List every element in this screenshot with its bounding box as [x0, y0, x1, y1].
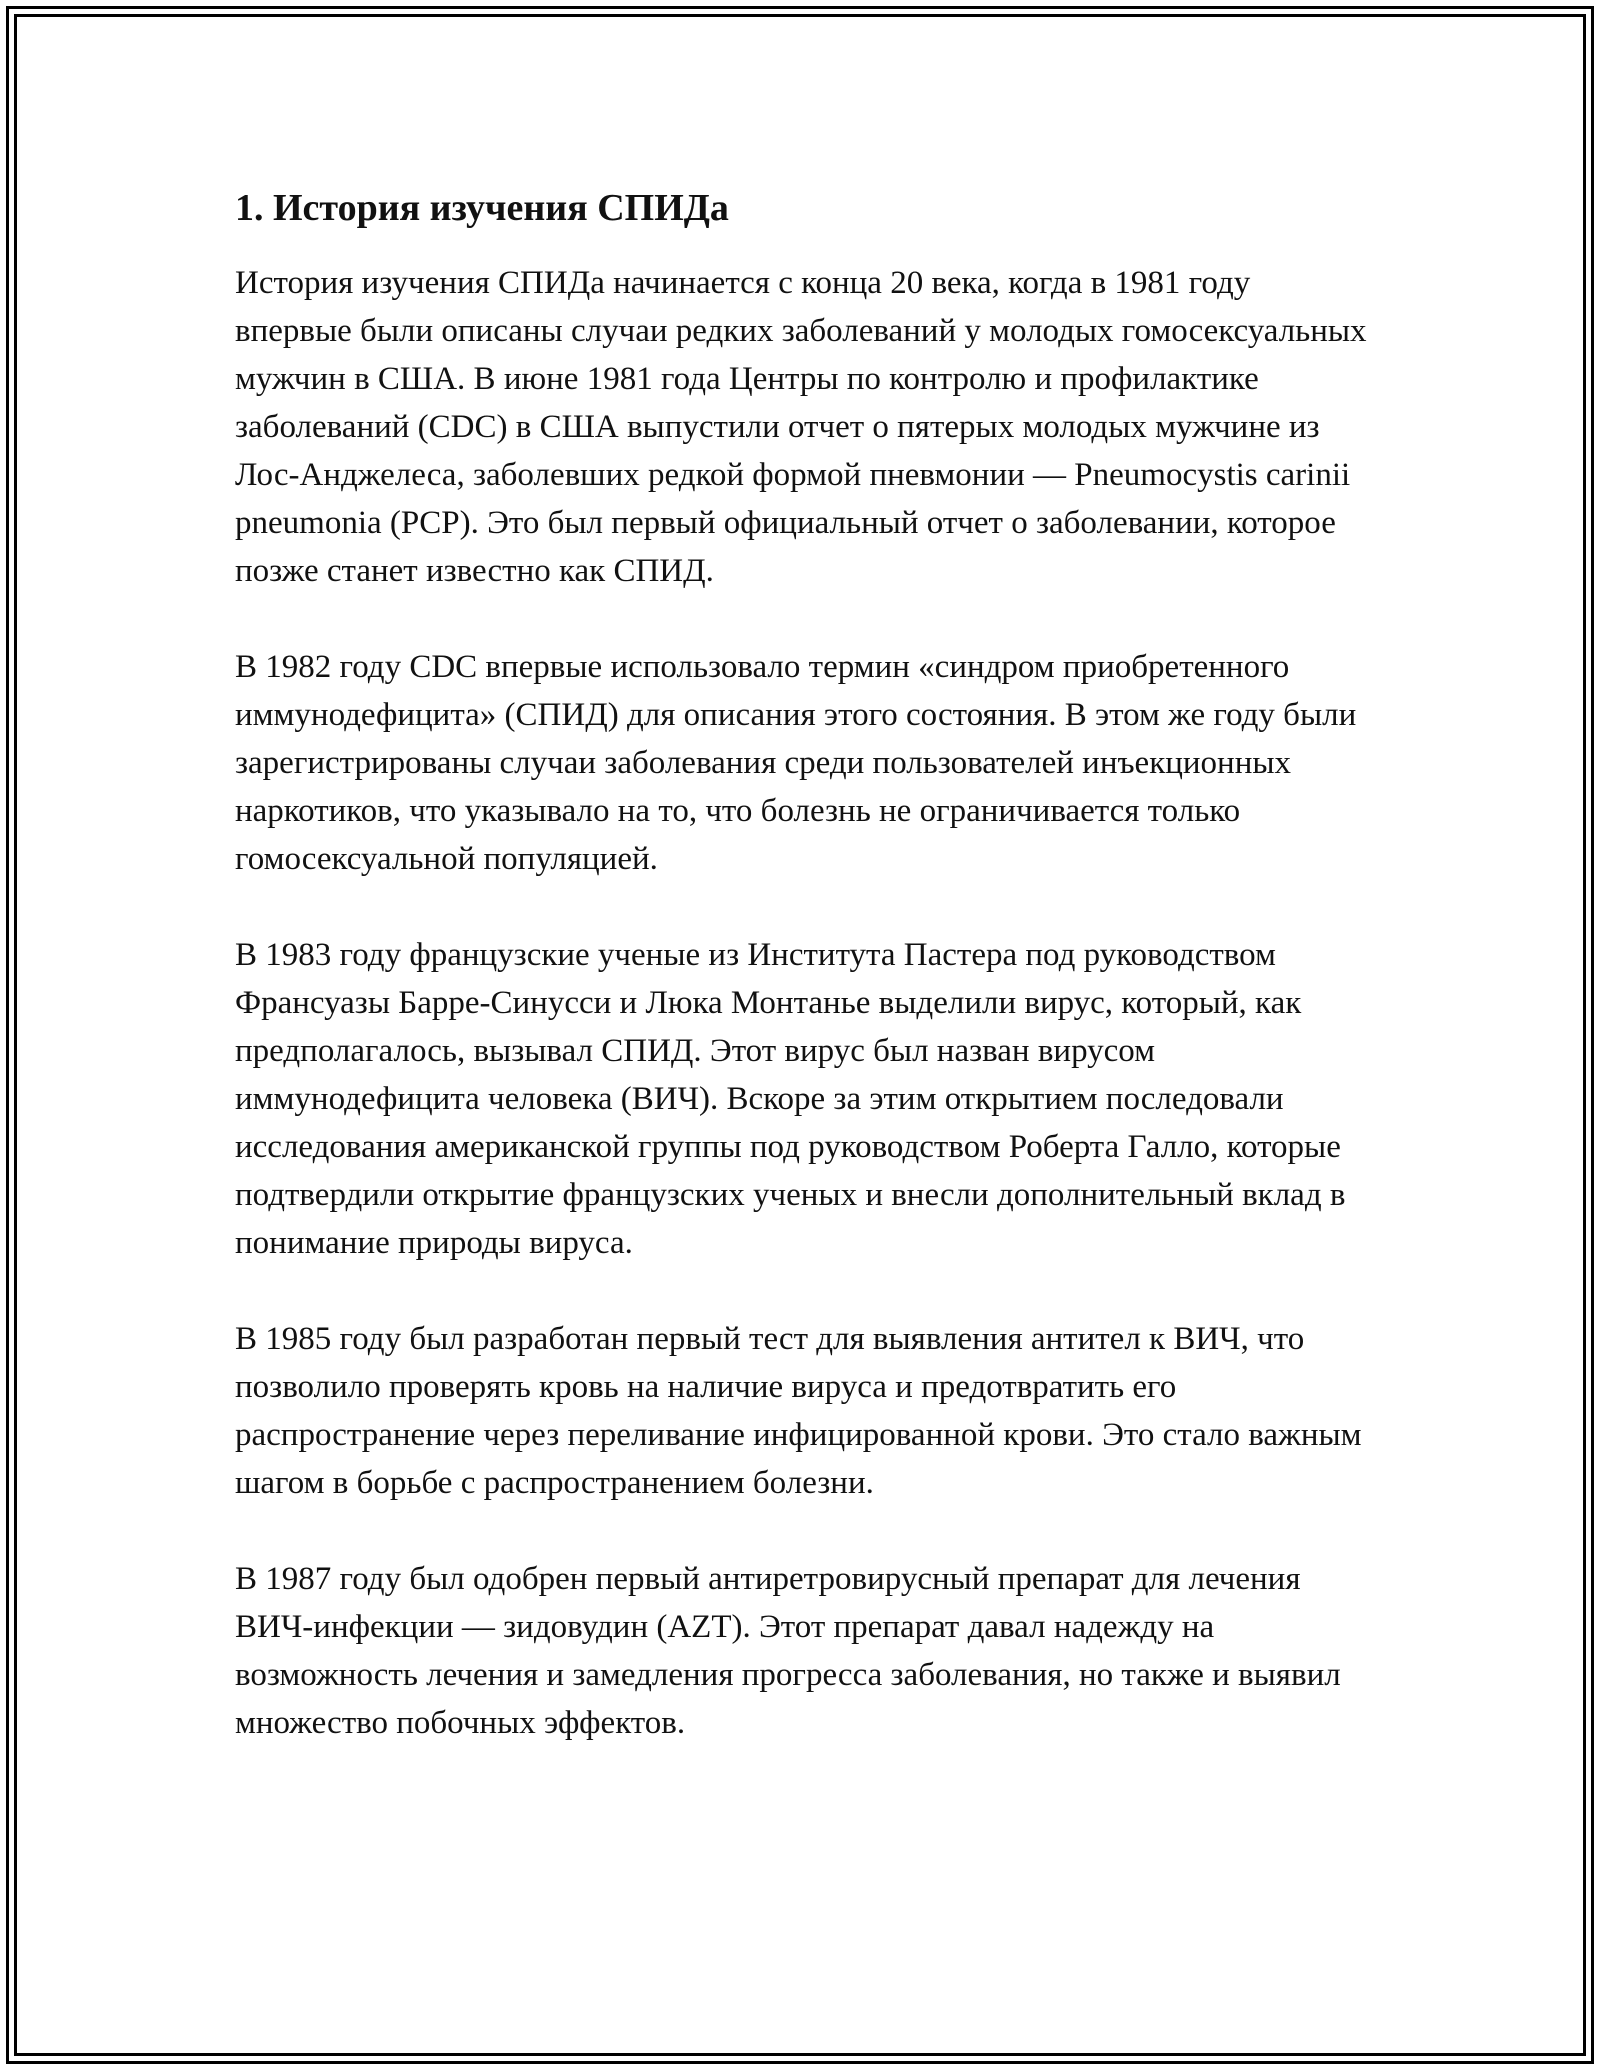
- paragraph-1981: История изучения СПИДа начинается с конца 20 века, когда в 1981 году впервые были описаны случаи редких заболеваний у молодых гомосексуальных мужчин в США. В июне 1981 года Центры по контролю и профилактике заболеваний (CDC) в США выпустили отчет о пятерых молодых мужчине из Лос-Анджелеса, заболевших редкой формой пневмонии — Pneumocystis carinii pneumonia (PCP). Это был первый официальный отчет о заболевании, которое позже станет известно как СПИД.: [235, 264, 1367, 589]
- section-title: 1. История изучения СПИДа: [235, 187, 729, 229]
- paragraph-1987: В 1987 году был одобрен первый антиретровирусный препарат для лечения ВИЧ-инфекции — зидовудин (AZT). Этот препарат давал надежду на возможность лечения и замедления прогресса заболевания, но также и выявил множество побочных эффектов.: [235, 1560, 1341, 1741]
- paragraph-1982: В 1982 году CDC впервые использовало термин «синдром приобретенного иммунодефицита» (СПИД) для описания этого состояния. В этом же году были зарегистрированы случаи заболевания среди пользователей инъекционных наркотиков, что указывало на то, что болезнь не ограничивается только гомосексуальной популяцией.: [235, 648, 1357, 877]
- paragraph-1985: В 1985 году был разработан первый тест для выявления антител к ВИЧ, что позволило проверять кровь на наличие вируса и предотвратить его распространение через переливание инфицированной крови. Это стало важным шагом в борьбе с распространением болезни.: [235, 1320, 1362, 1501]
- document-body: [235, 185, 1370, 1795]
- paragraph-1983: В 1983 году французские ученые из Института Пастера под руководством Франсуазы Барре-Синусси и Люка Монтанье выделили вирус, который, как предполагалось, вызывал СПИД. Этот вирус был назван вирусом иммунодефицита человека (ВИЧ). Вскоре за этим открытием последовали исследования американской группы под руководством Роберта Галло, которые подтвердили открытие французских ученых и внесли дополнительный вклад в понимание природы вируса.: [235, 936, 1346, 1261]
